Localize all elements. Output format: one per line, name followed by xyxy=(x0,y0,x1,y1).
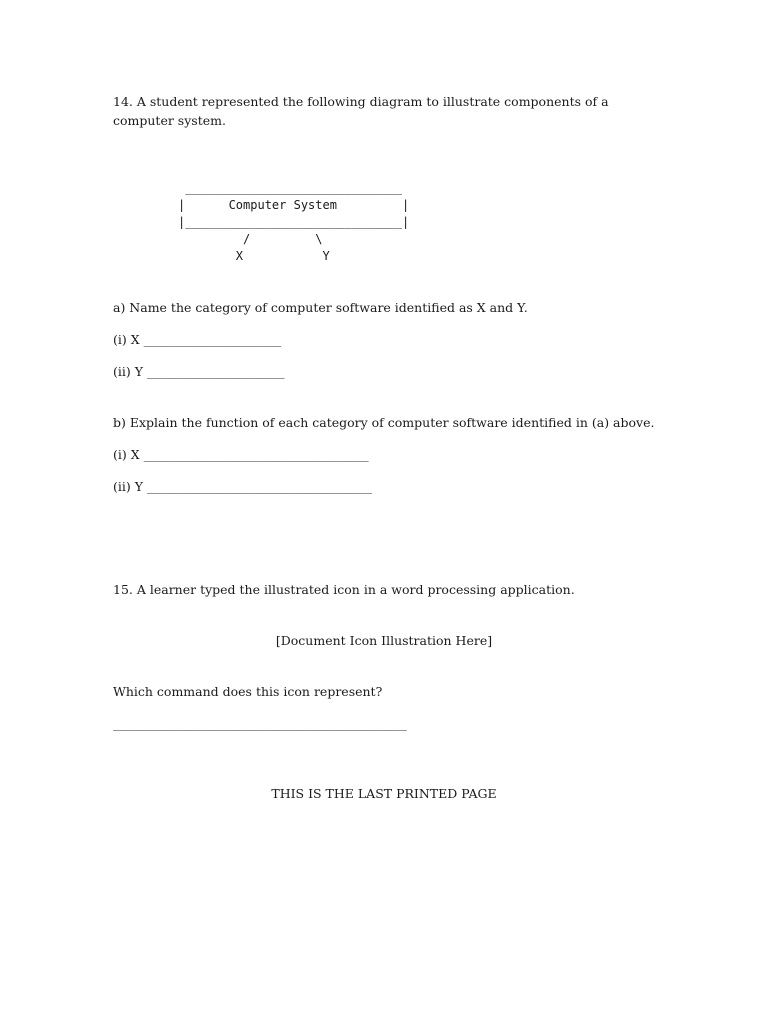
question-14a: a) Name the category of computer software identified as X and Y. xyxy=(113,300,528,315)
computer-system-diagram: ______________________________ | Computer System | |______________________________| / \ X Y xyxy=(178,181,410,263)
last-page-notice: THIS IS THE LAST PRINTED PAGE xyxy=(271,786,497,801)
answer-line-14a-ii: (ii) Y ______________________ xyxy=(113,364,285,379)
question-15-intro: 15. A learner typed the illustrated icon in a word processing application. xyxy=(113,582,575,597)
question-14-intro: 14. A student represented the following diagram to illustrate components of a computer system. xyxy=(113,94,609,128)
question-15: Which command does this icon represent? xyxy=(113,684,383,699)
answer-line-14a-i: (i) X ______________________ xyxy=(113,332,282,347)
answer-line-15: _______________________________________________ xyxy=(113,716,407,731)
question-14b: b) Explain the function of each category of computer software identified in (a) above. xyxy=(113,415,655,430)
answer-line-14b-ii: (ii) Y ____________________________________ xyxy=(113,479,372,494)
icon-placeholder: [Document Icon Illustration Here] xyxy=(275,633,493,648)
answer-line-14b-i: (i) X ____________________________________ xyxy=(113,447,369,462)
